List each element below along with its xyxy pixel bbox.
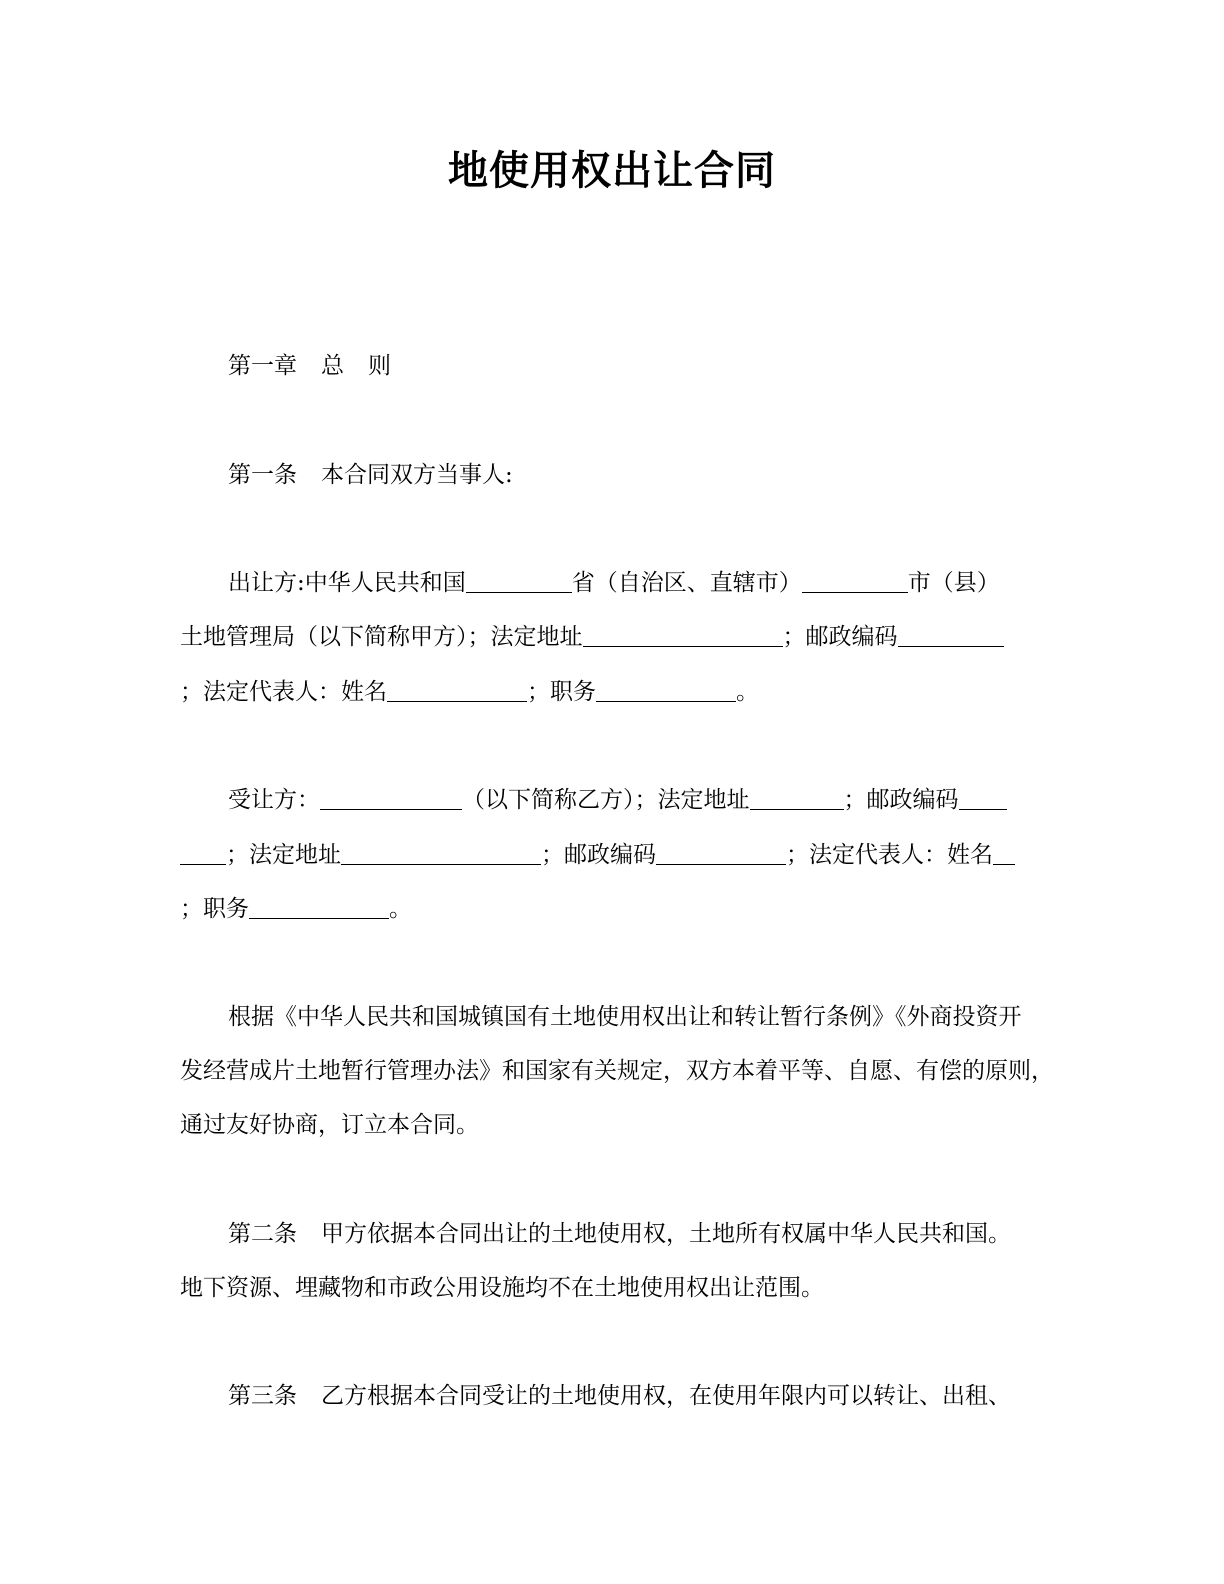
grantee-line-2 [180,839,1015,871]
basis-line-3: 通过友好协商，订立本合同。 [180,1112,479,1138]
province-suffix: 省（自治区、直辖市） [571,570,802,596]
city-blank [802,568,908,593]
chapter-title-part-2: 则 [368,353,391,379]
article-2-text-1: 甲方依据本合同出让的土地使用权，土地所有权属中华人民共和国。 [321,1221,1011,1247]
basis-line-2: 发经营成片土地暂行管理办法》和国家有关规定，双方本着平等、自愿、有偿的原则， [180,1058,1054,1084]
article-1-label: 第一条 [228,462,297,488]
city-suffix: 市（县） [907,570,1000,596]
grantee-postcode-label: ；邮政编码 [843,787,959,813]
grantee-name-blank [320,785,462,810]
basis-line-1: 根据《中华人民共和国城镇国有土地使用权出让和转让暂行条例》《外商投资开 [228,1004,1022,1030]
grantee-address-2-label: ；法定地址 [226,842,341,868]
grantee-rep-title-blank [249,894,389,919]
article-3-line-1 [228,1380,1011,1412]
grantor-address-blank [583,622,783,647]
grantee-postcode-2-label: ；邮政编码 [541,842,656,868]
grantor-end-mark: 。 [736,679,759,705]
grantor-postcode-label: ；邮政编码 [782,624,898,650]
grantor-postcode-blank [898,622,1004,647]
grantee-rep-name-label: ；法定代表人：姓名 [786,842,993,868]
grantee-rep-title-label: ；职务 [180,896,249,922]
article-1-text: 本合同双方当事人: [321,462,513,488]
article-2-line-2: 地下资源、埋藏物和市政公用设施均不在土地使用权出让范围。 [180,1275,824,1301]
chapter-number: 第一章 [228,353,297,379]
chapter-heading [228,350,391,382]
article-2-line-1 [228,1218,1011,1250]
chapter-title-part-1: 总 [321,353,344,379]
grantor-rep-title-label: ；职务 [527,679,596,705]
grantee-postcode-blank-end [180,840,226,865]
province-blank [466,568,572,593]
document-title: 地使用权出让合同 [448,148,776,194]
article-3-text-1: 乙方根据本合同受让的土地使用权，在使用年限内可以转让、出租、 [321,1383,1011,1409]
grantee-address-2-blank [341,840,541,865]
grantee-label: 受让方： [228,787,320,813]
article-3-label: 第三条 [228,1383,297,1409]
grantee-line-3 [180,893,412,925]
article-2-label: 第二条 [228,1221,297,1247]
grantor-label: 出让方:中华人民共和国 [228,570,466,596]
grantor-line-3 [180,676,759,708]
grantor-rep-name-label: ；法定代表人：姓名 [180,679,387,705]
grantor-line-1 [228,567,1000,599]
grantor-rep-title-blank [596,677,736,702]
grantor-address-label: 土地管理局（以下简称甲方）；法定地址 [180,624,583,650]
grantee-address-blank [750,785,844,810]
grantee-line-1 [228,784,1007,816]
grantee-postcode-blank-start [959,785,1007,810]
article-1 [228,459,513,491]
grantee-address-label: （以下简称乙方）；法定地址 [462,787,750,813]
grantee-end-mark: 。 [389,896,412,922]
grantee-rep-name-blank [993,840,1015,865]
grantee-postcode-2-blank [656,840,786,865]
grantor-rep-name-blank [387,677,527,702]
grantor-line-2 [180,621,1004,653]
